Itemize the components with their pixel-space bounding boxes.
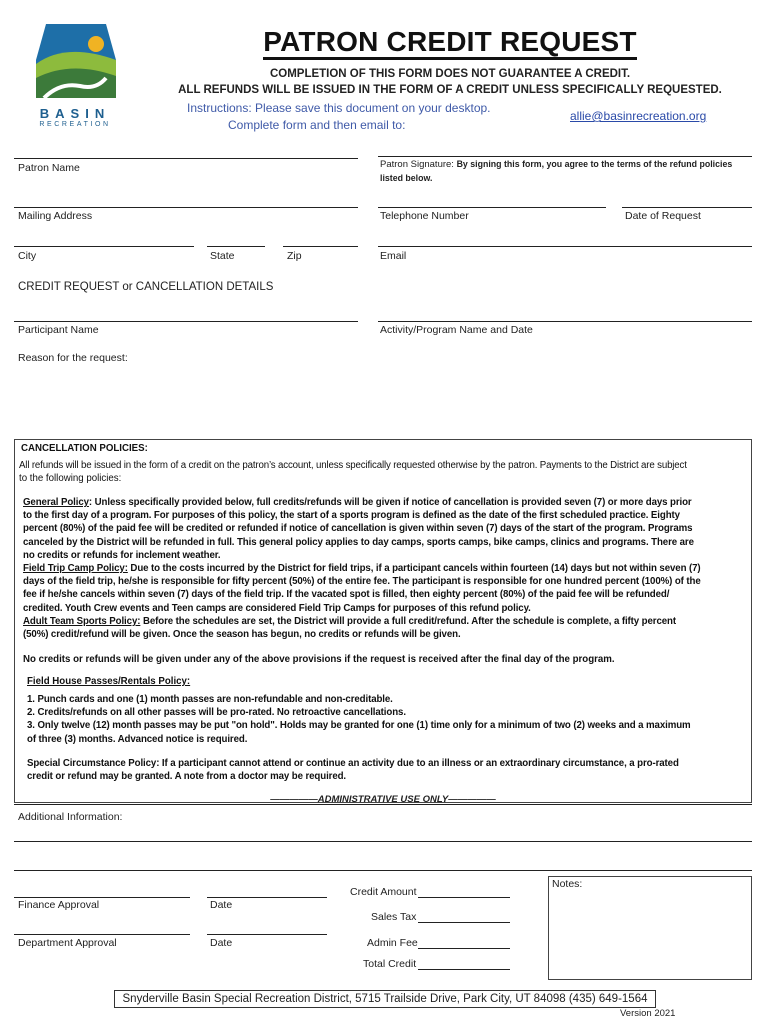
zip-label: Zip bbox=[287, 250, 302, 262]
special-circumstance-line: Special Circumstance Policy: If a participant cannot attend or continue an activity due to an illness or an extraordinary circumstance, a pro-rated bbox=[27, 758, 679, 769]
reason-label: Reason for the request: bbox=[18, 352, 128, 364]
credit-amount-line[interactable] bbox=[418, 897, 510, 898]
instructions-line1: Instructions: Please save this document on your desktop. bbox=[187, 101, 491, 115]
sales-tax-label: Sales Tax bbox=[371, 911, 417, 923]
logo-mark-icon bbox=[36, 20, 116, 98]
signature-note: By signing this form, you agree to the terms of the refund policies bbox=[456, 159, 733, 169]
activity-label: Activity/Program Name and Date bbox=[380, 324, 533, 336]
subtitle-refunds-credit: ALL REFUNDS WILL BE ISSUED IN THE FORM OF A CREDIT UNLESS SPECIFICALLY REQUESTED. bbox=[178, 84, 722, 96]
finance-date-line[interactable] bbox=[207, 897, 327, 898]
policies-heading: CANCELLATION POLICIES: bbox=[21, 443, 148, 454]
admin-fee-label: Admin Fee bbox=[367, 937, 418, 949]
city-line[interactable] bbox=[14, 246, 194, 247]
participant-name-line[interactable] bbox=[14, 321, 358, 322]
signature-note-line2: listed below. bbox=[380, 173, 433, 183]
telephone-label: Telephone Number bbox=[380, 210, 469, 222]
mailing-address-label: Mailing Address bbox=[18, 210, 93, 222]
department-approval-line[interactable] bbox=[14, 934, 190, 935]
adult-sports-line: (50%) credit/refund will be given. Once the season has begun, no credits or refunds will be given. bbox=[23, 629, 461, 641]
field-house-item: 3. Only twelve (12) month passes may be put "on hold". Holds may be granted for one (1) time only for a minimum of two (2) weeks and a maximum bbox=[27, 720, 691, 732]
field-house-item: of three (3) months. Advanced notice is required. bbox=[27, 733, 248, 745]
state-line[interactable] bbox=[207, 246, 265, 247]
field-house-item: 1. Punch cards and one (1) month passes are non-refundable and non-creditable. bbox=[27, 694, 393, 705]
general-policy-line: percent (80%) of the paid fee will be credited or refunded if notice of cancellation is given within seven (7) days of the start of the program. Programs bbox=[23, 523, 693, 535]
general-policy-line: to the first day of a program. For purposes of this policy, the start of a sports program is defined as the date of the first scheduled practice. Eighty bbox=[23, 510, 680, 522]
adult-sports-title: Adult Team Sports Policy: bbox=[23, 615, 141, 627]
zip-line[interactable] bbox=[283, 246, 358, 247]
field-trip-line: days of the field trip, he/she is responsible for fifty percent (50%) of the entire fee. The participant is responsible for one hundred percent (100%) of the bbox=[23, 576, 701, 588]
field-trip-line: Due to the costs incurred by the District for field trips, if a participant cancels within fourteen (14) days but not within seven (7) bbox=[127, 563, 701, 575]
general-policy-title: General Policy bbox=[23, 497, 89, 508]
adult-sports-line: Before the schedules are set, the District will provide a full credit/refund. After the schedule is complete, a fifty percent bbox=[140, 615, 676, 627]
email-label: Email bbox=[380, 250, 407, 262]
notes-label: Notes: bbox=[552, 878, 583, 890]
credit-amount-label: Credit Amount bbox=[350, 886, 417, 898]
admin-fee-line[interactable] bbox=[418, 948, 510, 949]
special-circumstance-policy bbox=[27, 757, 679, 783]
finance-approval-label: Finance Approval bbox=[18, 899, 100, 911]
general-policy-line: canceled by the District will be refunded in full. This general policy applies to day camps, sports camps, bike camps, clinics and programs. There are bbox=[23, 536, 694, 548]
policies-intro-line2: to the following policies: bbox=[19, 473, 122, 484]
reason-textarea[interactable] bbox=[14, 368, 752, 436]
form-title: PATRON CREDIT REQUEST bbox=[215, 26, 685, 58]
submission-email-link[interactable]: allie@basinrecreation.org bbox=[570, 109, 707, 123]
logo-recreation-text: RECREATION bbox=[39, 121, 111, 128]
activity-line[interactable] bbox=[378, 321, 752, 322]
patron-name-line[interactable] bbox=[14, 158, 358, 159]
participant-name-label: Participant Name bbox=[18, 324, 99, 336]
field-house-item: 2. Credits/refunds on all other passes will be pro-rated. No retroactive cancellations. bbox=[27, 707, 406, 719]
mailing-address-line[interactable] bbox=[14, 207, 358, 208]
finance-approval-line[interactable] bbox=[14, 897, 190, 898]
patron-signature-line[interactable] bbox=[378, 156, 752, 157]
sales-tax-line[interactable] bbox=[418, 922, 510, 923]
instructions-line2: Complete form and then email to: bbox=[228, 118, 406, 132]
version-label: Version 2021 bbox=[620, 1008, 676, 1019]
general-policy-line: : Unless specifically provided below, full credits/refunds will be given if notice of cancellation is provided seven (7) or more days prior bbox=[88, 497, 692, 508]
patron-signature-label: Patron Signature: By signing this form, you agree to the terms of the refund policies bbox=[380, 159, 733, 170]
field-house-title: Field House Passes/Rentals Policy: bbox=[27, 676, 191, 687]
details-heading: CREDIT REQUEST or CANCELLATION DETAILS bbox=[18, 281, 274, 293]
state-label: State bbox=[210, 250, 235, 262]
cancellation-policies-box bbox=[14, 439, 752, 803]
city-label: City bbox=[18, 250, 37, 262]
date-of-request-label: Date of Request bbox=[625, 210, 701, 222]
total-credit-line[interactable] bbox=[418, 969, 510, 970]
additional-info-line-2[interactable] bbox=[14, 870, 752, 871]
admin-banner: —————ADMINISTRATIVE USE ONLY————— bbox=[270, 794, 496, 805]
department-date-label: Date bbox=[210, 937, 233, 949]
field-trip-line: credited. Youth Crew events and Teen camps are considered Field Trip Camps for purposes of this refund policy. bbox=[23, 602, 531, 614]
field-trip-title: Field Trip Camp Policy: bbox=[23, 563, 128, 575]
department-approval-label: Department Approval bbox=[18, 937, 117, 949]
additional-info-label: Additional Information: bbox=[18, 811, 123, 823]
general-policy bbox=[23, 496, 751, 641]
footer-address: Snyderville Basin Special Recreation District, 5715 Trailside Drive, Park City, UT 84098 (435) 649-1564 bbox=[114, 990, 656, 1008]
logo-basin-text: BASIN bbox=[39, 106, 111, 121]
general-policy-line: no credits or refunds for inclement weather. bbox=[23, 549, 221, 561]
telephone-line[interactable] bbox=[378, 207, 606, 208]
basin-recreation-logo bbox=[30, 20, 120, 132]
field-trip-line: fee if he/she cancels within seven (7) days of the field trip. If the vacated spot is filled, then eighty percent (80%) of the paid fee will be refunded/ bbox=[23, 589, 670, 601]
email-line[interactable] bbox=[378, 246, 752, 247]
date-of-request-line[interactable] bbox=[622, 207, 752, 208]
finance-date-label: Date bbox=[210, 899, 233, 911]
department-date-line[interactable] bbox=[207, 934, 327, 935]
field-house-list bbox=[27, 693, 691, 746]
additional-info-line-1[interactable] bbox=[14, 841, 752, 842]
notes-box[interactable] bbox=[548, 876, 752, 980]
total-credit-label: Total Credit bbox=[363, 958, 417, 970]
special-circumstance-line: credit or refund may be granted. A note from a doctor may be required. bbox=[27, 771, 347, 783]
patron-name-label: Patron Name bbox=[18, 162, 80, 174]
subtitle-no-guarantee: COMPLETION OF THIS FORM DOES NOT GUARANTEE A CREDIT. bbox=[269, 68, 631, 80]
policies-intro-line1: All refunds will be issued in the form of a credit on the patron’s account, unless specifically requested otherwise by the patron. Payments to the District are subject bbox=[19, 460, 687, 471]
no-credits-note: No credits or refunds will be given under any of the above provisions if the request is received after the final day of the program. bbox=[23, 654, 615, 665]
